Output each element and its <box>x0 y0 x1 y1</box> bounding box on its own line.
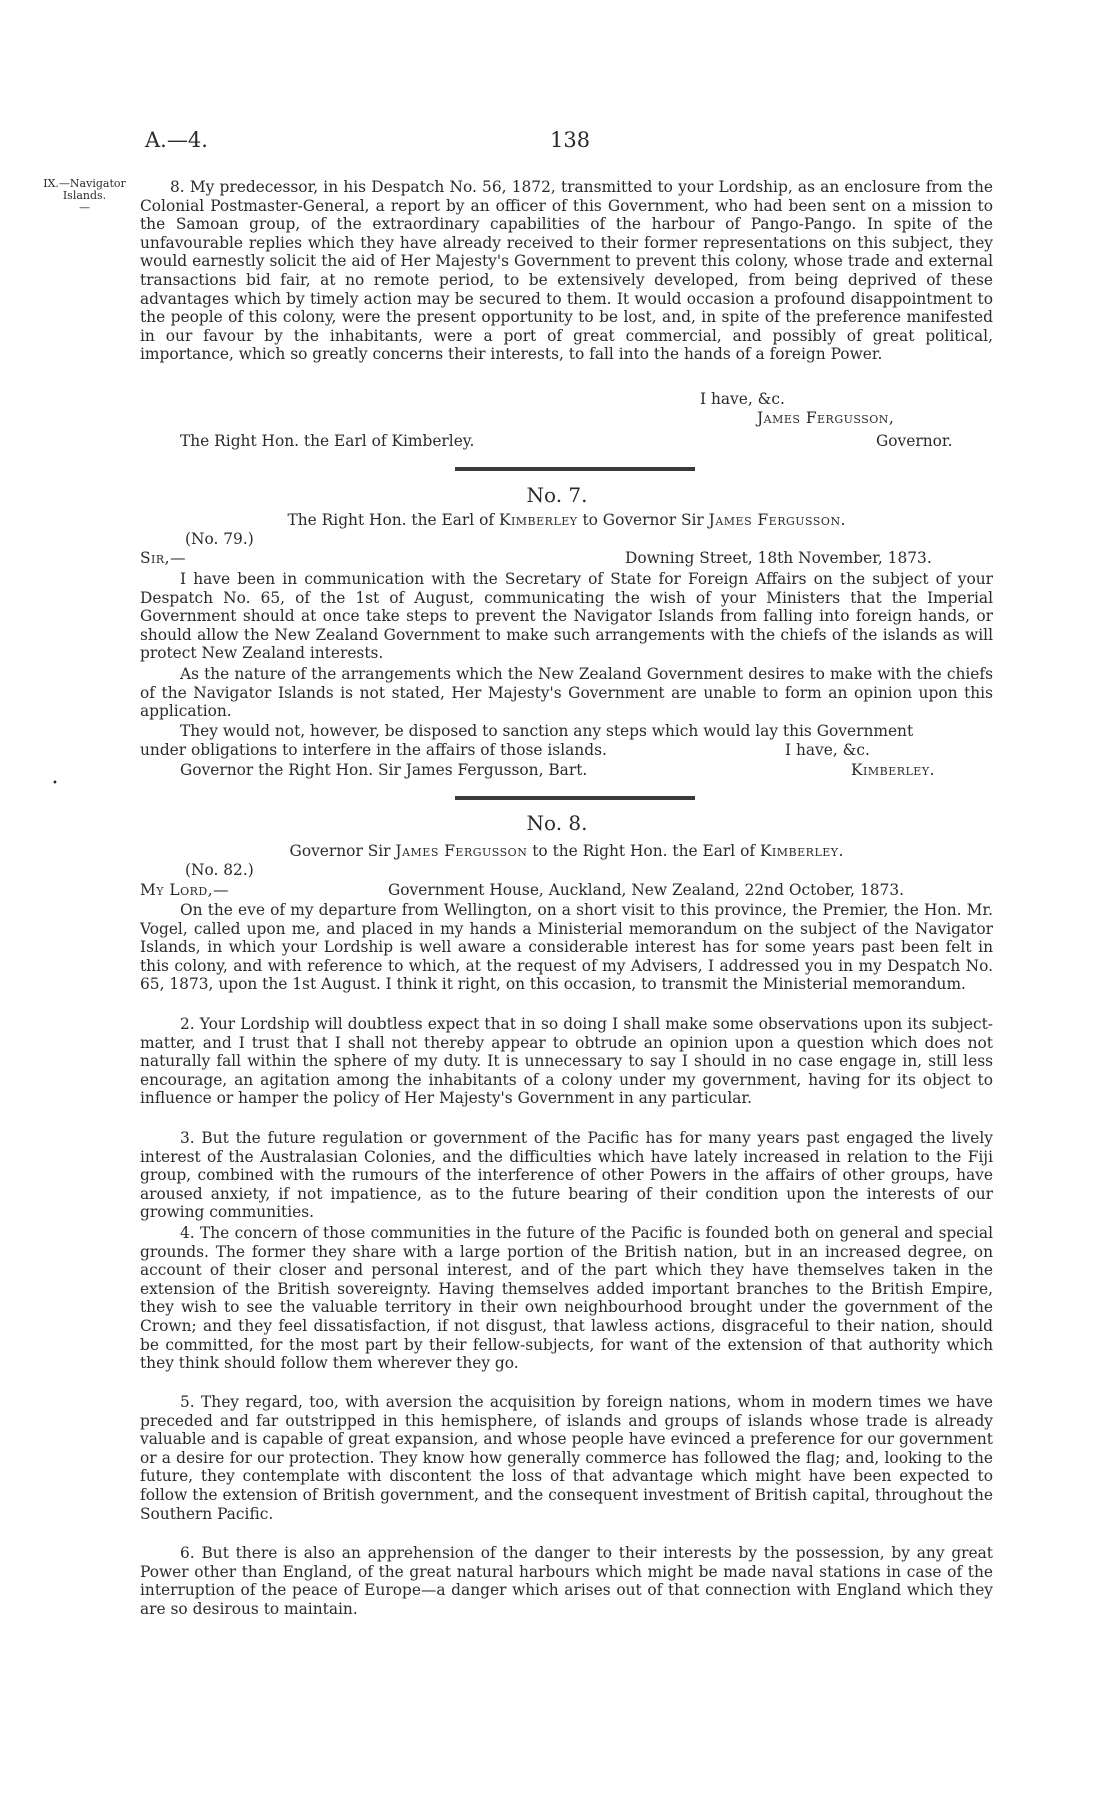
despatch-title-no7 <box>140 511 993 529</box>
title-name1: Kimberley <box>498 511 578 529</box>
addressee: The Right Hon. the Earl of Kimberley. <box>180 432 475 450</box>
dateline-no7: Downing Street, 18th November, 1873. <box>625 549 932 567</box>
section-heading-no7: No. 7. <box>526 483 588 507</box>
no7-paragraph-3-line1: They would not, however, be disposed to sanction any steps which would lay this Government <box>180 722 914 740</box>
salutation-no7: Sir,— <box>140 549 186 567</box>
title-pre: Governor Sir <box>289 842 396 860</box>
despatch-number-no8: (No. 82.) <box>185 861 254 879</box>
title-name2: Kimberley <box>759 842 839 860</box>
no7-paragraph-1: I have been in communication with the Secretary of State for Foreign Affairs on the subject of your Despatch No. 65, of the 1st of August, communicating the wish of your Ministers that the Imperial Government should at once take steps to prevent the Navigator Islands from falling into foreign hands, or should allow the New Zealand Government to make such arrangements with the chiefs of the islands as will protect New Zealand interests. <box>140 570 993 663</box>
signature-no7: Kimberley. <box>851 761 935 779</box>
addressee-no7: Governor the Right Hon. Sir James Fergusson, Bart. <box>180 761 588 779</box>
no7-paragraph-2: As the nature of the arrangements which the New Zealand Government desires to make with the chiefs of the Navigator Islands is not stated, Her Majesty's Government are unable to form an opinion upon this application. <box>140 665 993 721</box>
title-mid: to the Right Hon. the Earl of <box>527 842 760 860</box>
despatch-number-no7: (No. 79.) <box>185 530 254 548</box>
no8-paragraph-2: 2. Your Lordship will doubtless expect that in so doing I shall make some observations upon its subject-matter, and I trust that I shall not thereby appear to obtrude an opinion upon a question which does not naturally fall within the sphere of my duty. It is unnecessary to say I should in no case engage in, still less encourage, an agitation among the inhabitants of a colony under my government, having for its object to influence or hamper the policy of Her Majesty's Government in any particular. <box>140 1015 993 1108</box>
margin-note-line2: Islands. <box>62 189 107 202</box>
section-heading-no8: No. 8. <box>526 811 588 835</box>
page-number: 138 <box>550 128 591 152</box>
margin-note-line1: IX.—Navigator <box>43 177 126 190</box>
paragraph-8: 8. My predecessor, in his Despatch No. 56, 1872, transmitted to your Lordship, as an enclosure from the Colonial Postmaster-General, a report by an officer of this Government, who had been sent on a mission to the Samoan group, of the extraordinary capabilities of the harbour of Pango-Pango. In spite of the unfavourable replies which they have already received to their former representations on this subject, they would earnestly solicit the aid of Her Majesty's Government to prevent this colony, whose trade and external transactions bid fair, at no remote period, to be extensively developed, from being deprived of these advantages which by timely action may be secured to them. It would occasion a profound disappointment to the people of this colony, were the present opportunity to be lost, and, in spite of the preference manifested in our favour by the inhabitants, were a port of great commercial, and possibly of great political, importance, which so greatly concerns their interests, to fall into the hands of a foreign Power. <box>140 178 993 364</box>
no8-paragraph-1: On the eve of my departure from Wellington, on a short visit to this province, the Premier, the Hon. Mr. Vogel, called upon me, and placed in my hands a Ministerial memorandum on the subject of the Navigator Islands, in which your Lordship is well aware a considerable interest has for some years past been felt in this colony, and with reference to which, at the request of my Advisers, I addressed you in my Despatch No. 65, 1873, upon the 1st August. I think it right, on this occasion, to transmit the Ministerial memorandum. <box>140 901 993 994</box>
no8-paragraph-4: 4. The concern of those communities in the future of the Pacific is founded both on general and special grounds. The former they share with a large portion of the British nation, but in an increased degree, on account of their closer and personal interest, and of the part which they have themselves taken in the extension of the British sovereignty. Having themselves added important branches to the British Empire, they wish to see the valuable territory in their own neighbourhood brought under the government of the Crown; and they feel dissatisfaction, if not disgust, that lawless actions, disgraceful to their nation, should be committed, for the most part by their fellow-subjects, for want of the extension of that authority which they think should follow them wherever they go. <box>140 1224 993 1373</box>
no8-paragraph-3: 3. But the future regulation or government of the Pacific has for many years past engaged the lively interest of the Australasian Colonies, and the difficulties which have lately increased in relation to the Fiji group, combined with the rumours of the interference of other Powers in the affairs of other groups, have aroused anxiety, if not impatience, as to the future bearing of their condition upon the interests of our growing communities. <box>140 1129 993 1222</box>
title-name1: James Fergusson <box>395 842 528 860</box>
title-end: . <box>838 842 844 860</box>
stray-mark: • <box>52 778 58 789</box>
section-divider <box>455 467 695 471</box>
dateline-no8: Government House, Auckland, New Zealand, 22nd October, 1873. <box>388 881 904 899</box>
signature-name: James Fergusson, <box>757 409 895 427</box>
section-divider <box>455 796 695 800</box>
closing-formula-no7: I have, &c. <box>785 741 870 759</box>
despatch-title-no8 <box>140 842 993 860</box>
title-pre: The Right Hon. the Earl of <box>287 511 499 529</box>
title-name2: James Fergusson <box>708 511 841 529</box>
no8-paragraph-5: 5. They regard, too, with aversion the acquisition by foreign nations, whom in modern times we have preceded and far outstripped in this hemisphere, of islands and groups of islands whose trade is already valuable and is capable of great expansion, and whose people have evinced a preference for our government or a desire for our protection. They know how generally commerce has followed the flag; and, looking to the future, they contemplate with discontent the loss of that advantage which might have been expected to follow the extension of British government, and the consequent investment of British capital, throughout the Southern Pacific. <box>140 1393 993 1523</box>
title-end: . <box>840 511 846 529</box>
document-reference: A.—4. <box>145 128 208 152</box>
margin-note <box>32 178 137 214</box>
salutation-no8: My Lord,— <box>140 881 230 899</box>
no8-paragraph-6: 6. But there is also an apprehension of the danger to their interests by the possession, by any great Power other than England, of the great natural harbours which might be made naval stations in case of the interruption of the peace of Europe—a danger which arises out of that connection with England which they are so desirous to maintain. <box>140 1544 993 1618</box>
no7-paragraph-3-line2: under obligations to interfere in the affairs of those islands. <box>140 741 607 759</box>
closing-formula: I have, &c. <box>700 390 785 408</box>
title-mid: to Governor Sir <box>577 511 709 529</box>
signature-title: Governor. <box>876 432 953 450</box>
margin-note-dash: — <box>79 201 90 214</box>
